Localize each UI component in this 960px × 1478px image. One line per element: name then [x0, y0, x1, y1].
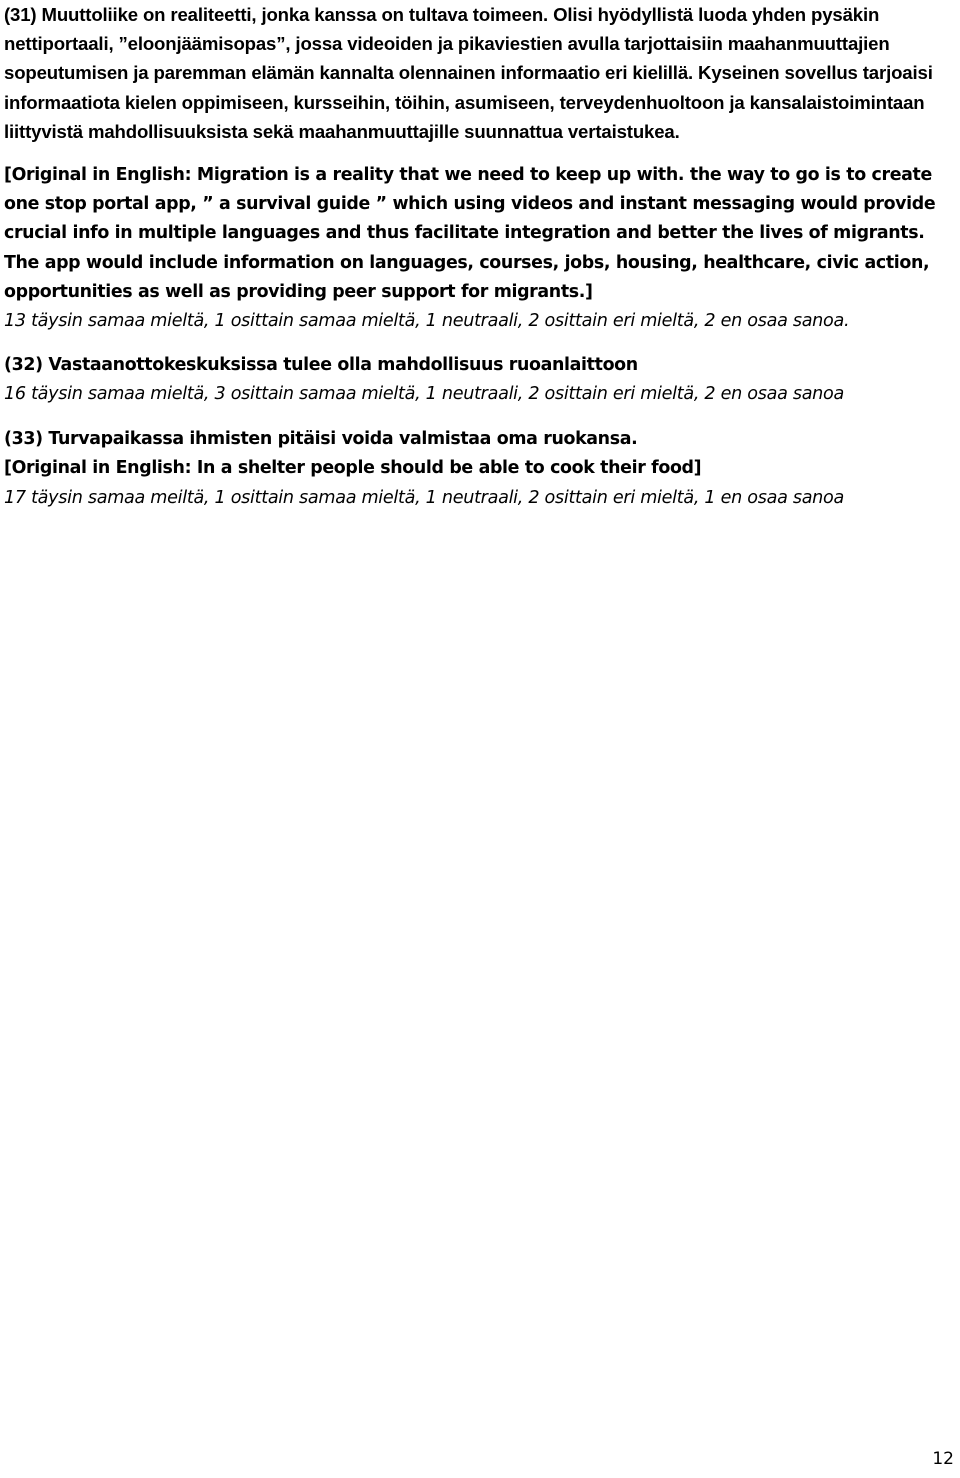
item-33	[4, 425, 954, 512]
item-31-finnish-text: (31) Muuttoliike on realiteetti, jonka kanssa on tultava toimeen. Olisi hyödyllistä luoda yhden pysäkin nettiportaali, ”eloonjäämisopas”, jossa videoiden ja pikaviestien avulla tarjottaisiin maahanmuuttajien sopeutumisen ja paremman elämän kannalta olennainen informaatio eri kielillä. Kyseinen sovellus tarjoaisi informaatiota kielen oppimiseen, kursseihin, töihin, asumiseen, terveydenhuoltoon ja kansalaistoimintaan liittyvistä mahdollisuuksista sekä maahanmuuttajille suunnattua vertaistukea.	[4, 4, 933, 142]
item-31-votes: 13 täysin samaa mieltä, 1 osittain samaa mieltä, 1 neutraali, 2 osittain eri mieltä, 2 en osaa sanoa.	[4, 311, 850, 332]
page-number: 12	[932, 1449, 954, 1469]
item-31-english-text: [Original in English: Migration is a reality that we need to keep up with. the way to go is to create one stop portal app, ” a survival guide ” which using videos and instant messaging would provide crucial info in multiple languages and thus facilitate integration and better the lives of migrants. The app would include information on languages, courses, jobs, housing, healthcare, civic action, opportunities as well as providing peer support for migrants.]	[4, 165, 936, 302]
item-33-votes: 17 täysin samaa meiltä, 1 osittain samaa mieltä, 1 neutraali, 2 osittain eri mieltä, 1 en osaa sanoa	[4, 487, 844, 508]
item-32	[4, 351, 954, 409]
item-32-finnish-text: (32) Vastaanottokeskuksissa tulee olla mahdollisuus ruoanlaittoon	[4, 355, 638, 376]
item-33-finnish-text: (33) Turvapaikassa ihmisten pitäisi voida valmistaa oma ruokansa.	[4, 429, 638, 450]
item-32-votes: 16 täysin samaa mieltä, 3 osittain samaa mieltä, 1 neutraali, 2 osittain eri mieltä, 2 en osaa sanoa	[4, 384, 844, 405]
document-page	[4, 0, 954, 513]
item-31	[4, 0, 954, 336]
item-33-english-text: [Original in English: In a shelter people should be able to cook their food]	[4, 458, 702, 479]
